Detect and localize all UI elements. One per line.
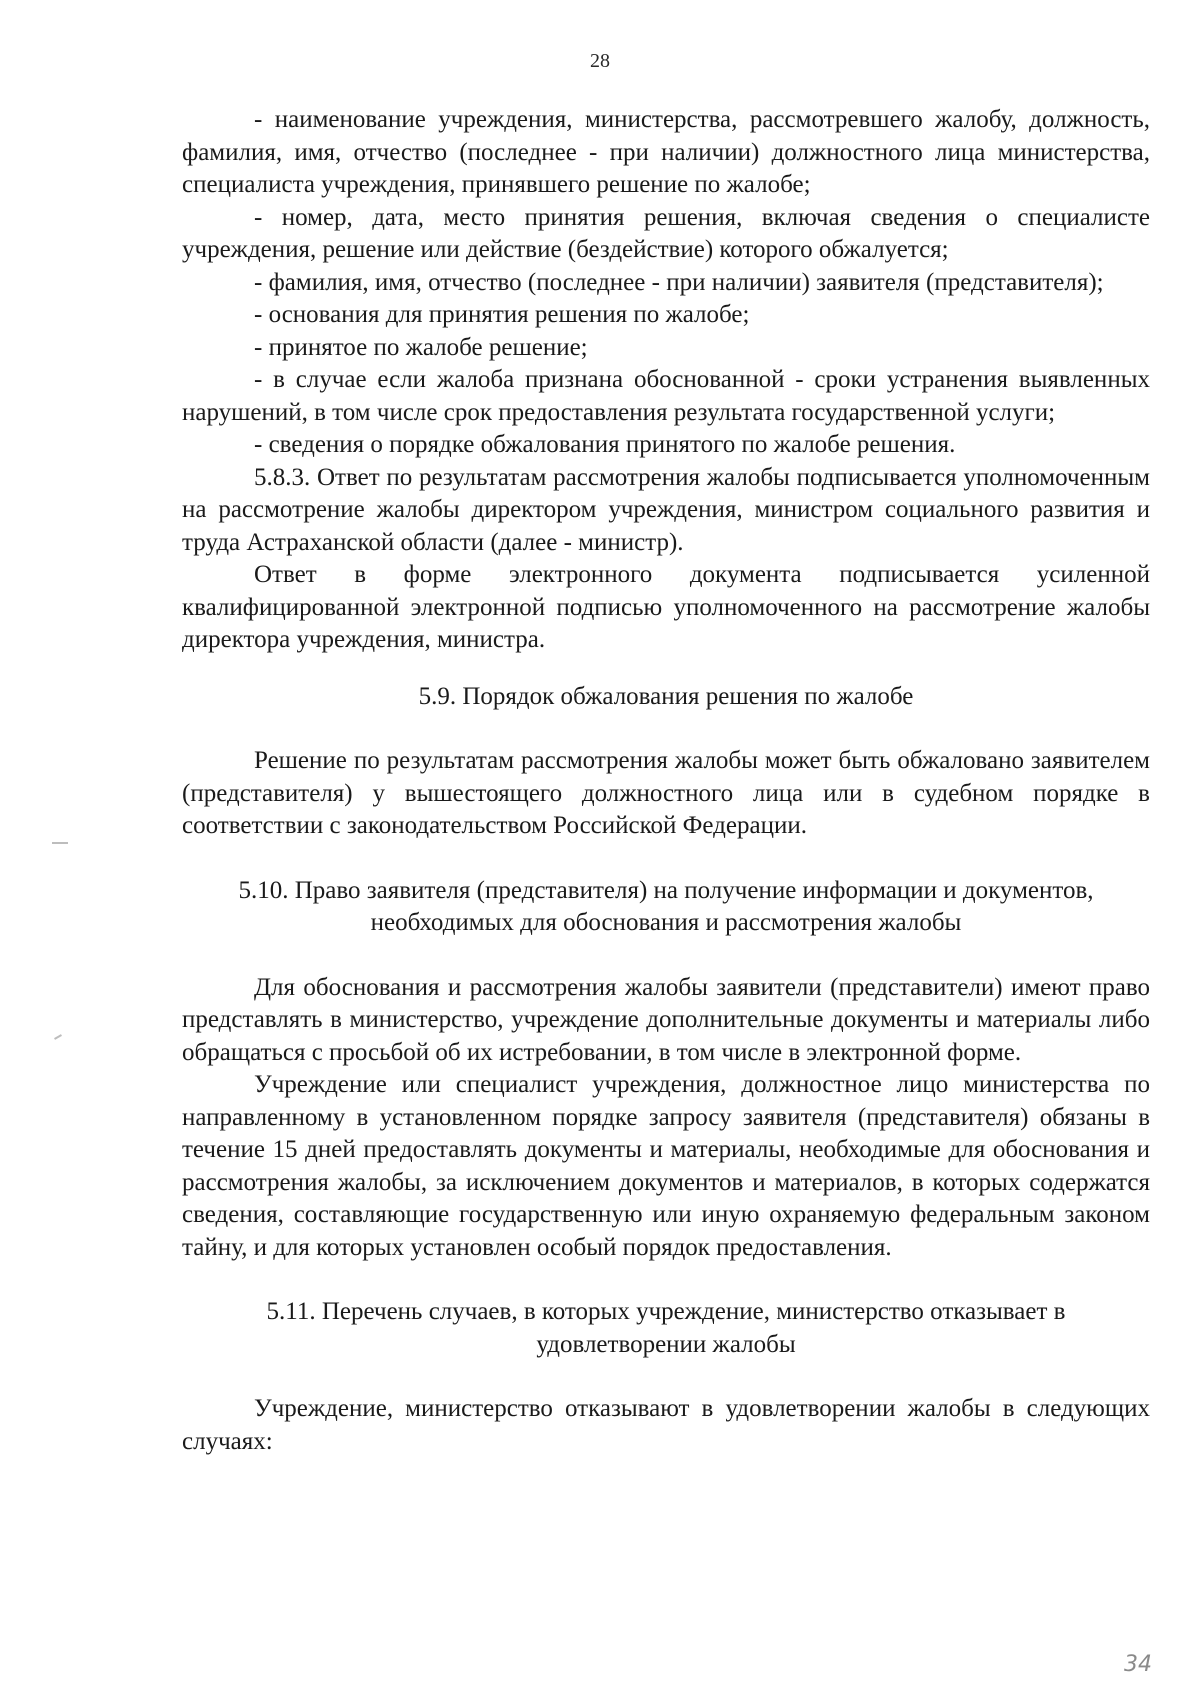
- list-item-appeal-procedure: - сведения о порядке обжалования принятого по жалобе решения.: [254, 431, 956, 458]
- section-heading-5-11: 5.11. Перечень случаев, в которых учреждение, министерство отказывает в удовлетворении жалобы: [266, 1298, 1066, 1358]
- paragraph-5-11-text: Учреждение, министерство отказывают в удовлетворении жалобы в следующих случаях:: [182, 1395, 1150, 1455]
- handwritten-sheet-number: 34: [1124, 1652, 1152, 1677]
- document-body: [182, 104, 1150, 1458]
- section-heading-5-9: 5.9. Порядок обжалования решения по жалобе: [418, 682, 914, 710]
- page-number: 28: [590, 50, 610, 72]
- scan-artifact: [54, 1034, 62, 1040]
- paragraph-5-8-3: 5.8.3. Ответ по результатам рассмотрения жалобы подписывается уполномоченным на рассмотрение жалобы директором учреждения, министром социального развития и труда Астраханской области (далее - министр).: [182, 463, 1150, 556]
- list-item-justified-complaint: - в случае если жалоба признана обоснованной - сроки устранения выявленных нарушений, в том числе срок предоставления результата государственной услуги;: [182, 366, 1150, 426]
- paragraph-5-9-text: Решение по результатам рассмотрения жалобы может быть обжаловано заявителем (представителя) у вышестоящего должностного лица или в судебном порядке в соответствии с законодательством Российской Федерации.: [182, 747, 1150, 839]
- section-heading-5-10: 5.10. Право заявителя (представителя) на получение информации и документов, необходимых для обоснования и рассмотрения жалобы: [238, 876, 1094, 936]
- list-item-decision-number: - номер, дата, место принятия решения, включая сведения о специалисте учреждения, решение или действие (бездействие) которого обжалуется;: [182, 203, 1150, 263]
- paragraph-5-10-text-2: Учреждение или специалист учреждения, должностное лицо министерства по направленному в установленном порядке запросу заявителя (представителя) обязаны в течение 15 дней предоставлять документы и материалы, необходимые для обоснования и рассмотрения жалобы, за исключением документов и материалов, в которых содержатся сведения, составляющие государственную или иную охраняемую федеральным законом тайну, и для которых установлен особый порядок предоставления.: [182, 1071, 1150, 1261]
- list-item-applicant-name: - фамилия, имя, отчество (последнее - при наличии) заявителя (представителя);: [254, 268, 1104, 296]
- list-item-institution-name: - наименование учреждения, министерства, рассмотревшего жалобу, должность, фамилия, имя, отчество (последнее - при наличии) должностного лица министерства, специалиста учреждения, принявшего решение по жалобе;: [182, 106, 1150, 198]
- paragraph-5-10-text-1: Для обоснования и рассмотрения жалобы заявители (представители) имеют право представлять в министерство, учреждение дополнительные документы и материалы либо обращаться с просьбой об их истребовании, в том числе в электронной форме.: [182, 973, 1150, 1066]
- paragraph-electronic-response: Ответ в форме электронного документа подписывается усиленной квалифицированной электронной подписью уполномоченного на рассмотрение жалобы директора учреждения, министра.: [182, 561, 1150, 653]
- list-item-decision-grounds: - основания для принятия решения по жалобе;: [254, 301, 750, 328]
- list-item-decision-taken: - принятое по жалобе решение;: [254, 333, 588, 361]
- scan-artifact: [52, 842, 68, 844]
